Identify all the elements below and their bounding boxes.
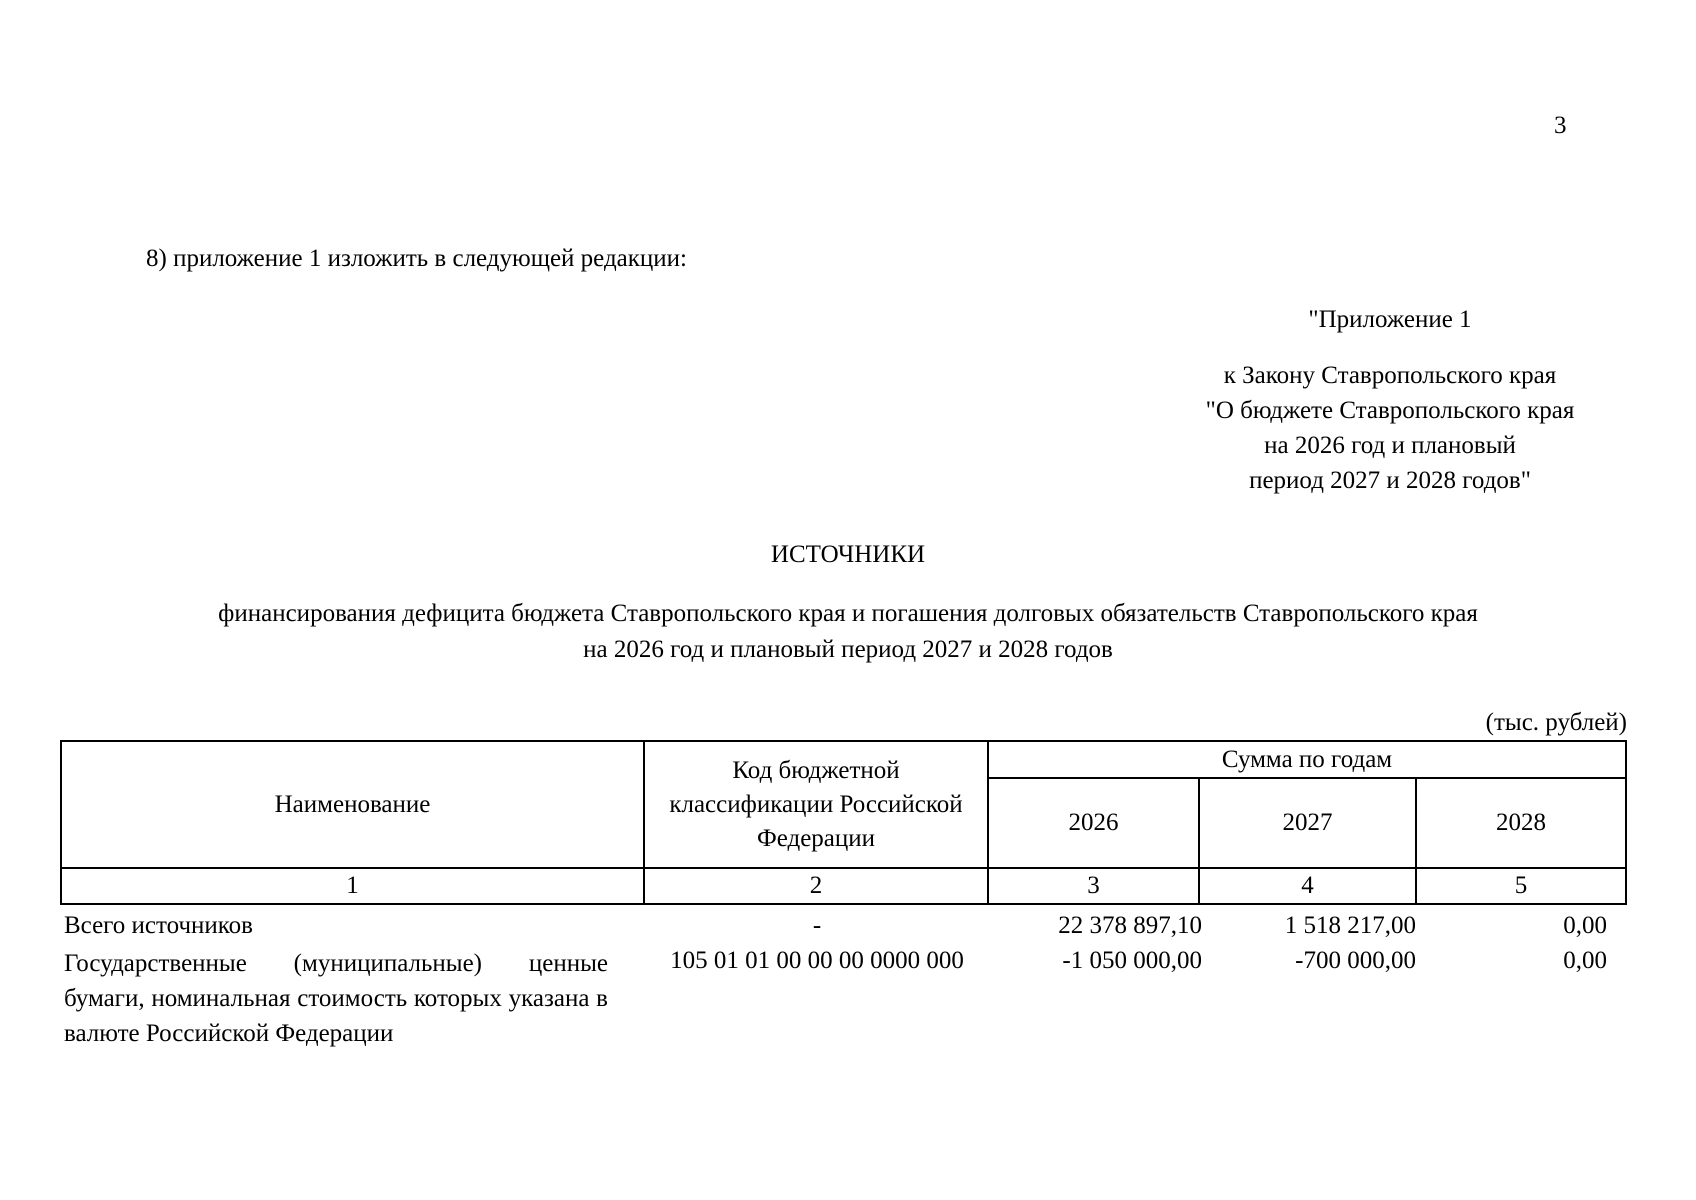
row-value-2027: -700 000,00 xyxy=(1295,947,1416,974)
page-number: 3 xyxy=(1554,112,1567,139)
document-title: ИСТОЧНИКИ xyxy=(770,541,926,568)
row-name: Всего источников xyxy=(64,912,253,939)
column-number: 3 xyxy=(988,868,1199,904)
column-number: 2 xyxy=(644,868,988,904)
row-value-2026: 22 378 897,10 xyxy=(1058,912,1202,939)
document-subtitle-line: на 2026 год и плановый период 2027 и 2028 годов xyxy=(583,636,1113,663)
document-subtitle-line: финансирования дефицита бюджета Ставропольского края и погашения долговых обязательств Ставропольского края xyxy=(218,600,1478,627)
appendix-reference xyxy=(1140,358,1640,498)
row-value-2028: 0,00 xyxy=(1563,947,1607,974)
appendix-reference-line: к Закону Ставропольского края xyxy=(1223,362,1557,389)
header-code: Код бюджетной классификации Российской Федерации xyxy=(644,741,988,868)
row-value-2026: -1 050 000,00 xyxy=(1062,947,1202,974)
row-code: 105 01 01 00 00 00 0000 000 xyxy=(670,947,964,974)
header-sum-by-years: Сумма по годам xyxy=(988,741,1626,778)
row-code: - xyxy=(812,912,822,939)
header-year-2026: 2026 xyxy=(988,778,1199,868)
appendix-title: "Приложение 1 xyxy=(1308,306,1472,333)
column-number: 1 xyxy=(61,868,644,904)
column-number: 5 xyxy=(1416,868,1626,904)
sources-table-header xyxy=(60,740,1627,905)
appendix-reference-line: период 2027 и 2028 годов" xyxy=(1249,467,1531,494)
header-year-2028: 2028 xyxy=(1416,778,1626,868)
appendix-reference-line: на 2026 год и плановый xyxy=(1264,432,1516,459)
header-name: Наименование xyxy=(61,741,644,868)
row-value-2027: 1 518 217,00 xyxy=(1284,912,1416,939)
header-year-2027: 2027 xyxy=(1199,778,1416,868)
row-value-2028: 0,00 xyxy=(1563,912,1607,939)
amendment-instruction: 8) приложение 1 изложить в следующей редакции: xyxy=(146,245,687,272)
document-subtitle xyxy=(0,596,1696,668)
row-name: Государственные (муниципальные) ценные бумаги, номинальная стоимость которых указана в валюте Российской Федерации xyxy=(64,950,608,1047)
appendix-reference-line: "О бюджете Ставропольского края xyxy=(1205,397,1575,424)
unit-label: (тыс. рублей) xyxy=(1485,709,1627,736)
column-number: 4 xyxy=(1199,868,1416,904)
